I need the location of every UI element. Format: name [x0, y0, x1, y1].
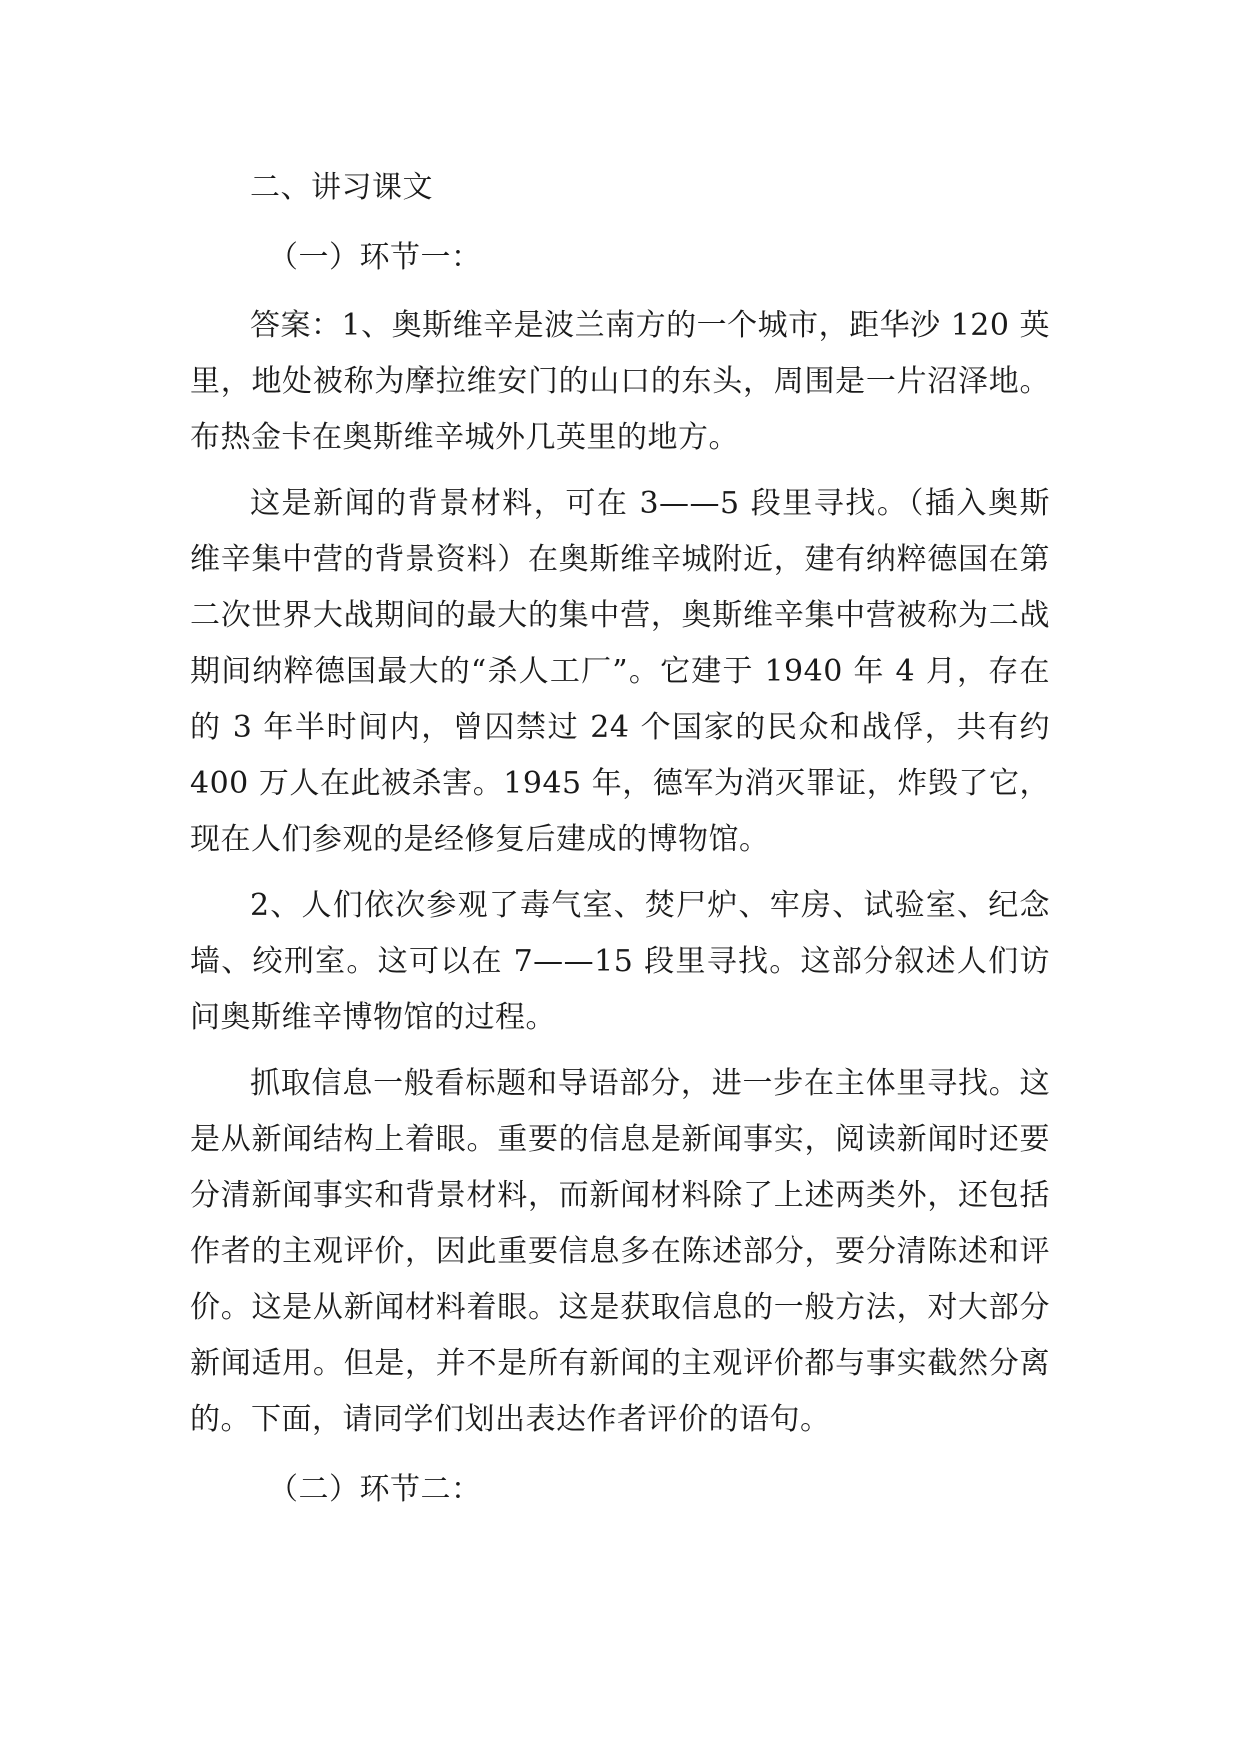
subsection-heading-2: （二）环节二： — [268, 1472, 482, 1507]
background-paragraph: 这是新闻的背景材料，可在 3——5 段里寻找。（插入奥斯维辛集中营的背景资料）在奥斯维辛城附近，建有纳粹德国在第二次世界大战期间的最大的集中营，奥斯维辛集中营被称为二战期间纳粹德国最大的“杀人工厂”。它建于 1940 年 4 月，存在的 3 年半时间内，曾囚禁过 24 个国家的民众和战俘，共有约 400 万人在此被杀害。1945 年，德军为消灭罪证，炸毁了它，现在人们参观的是经修复后建成的博物馆。 — [190, 486, 1050, 857]
answer-paragraph-1: 答案：1、奥斯维辛是波兰南方的一个城市，距华沙 120 英里，地处被称为摩拉维安门的山口的东头，周围是一片沼泽地。布热金卡在奥斯维辛城外几英里的地方。 — [190, 308, 1050, 455]
document-body — [190, 160, 1050, 1530]
method-paragraph: 抓取信息一般看标题和导语部分，进一步在主体里寻找。这是从新闻结构上着眼。重要的信息是新闻事实，阅读新闻时还要分清新闻事实和背景材料，而新闻材料除了上述两类外，还包括作者的主观评价，因此重要信息多在陈述部分，要分清陈述和评价。这是从新闻材料着眼。这是获取信息的一般方法，对大部分新闻适用。但是，并不是所有新闻的主观评价都与事实截然分离的。下面，请同学们划出表达作者评价的语句。 — [190, 1066, 1050, 1437]
section-heading: 二、讲习课文 — [250, 170, 433, 205]
answer-paragraph-2: 2、人们依次参观了毒气室、焚尸炉、牢房、试验室、纪念墙、绞刑室。这可以在 7——15 段里寻找。这部分叙述人们访问奥斯维辛博物馆的过程。 — [190, 888, 1050, 1035]
subsection-heading-1: （一）环节一： — [268, 240, 482, 275]
